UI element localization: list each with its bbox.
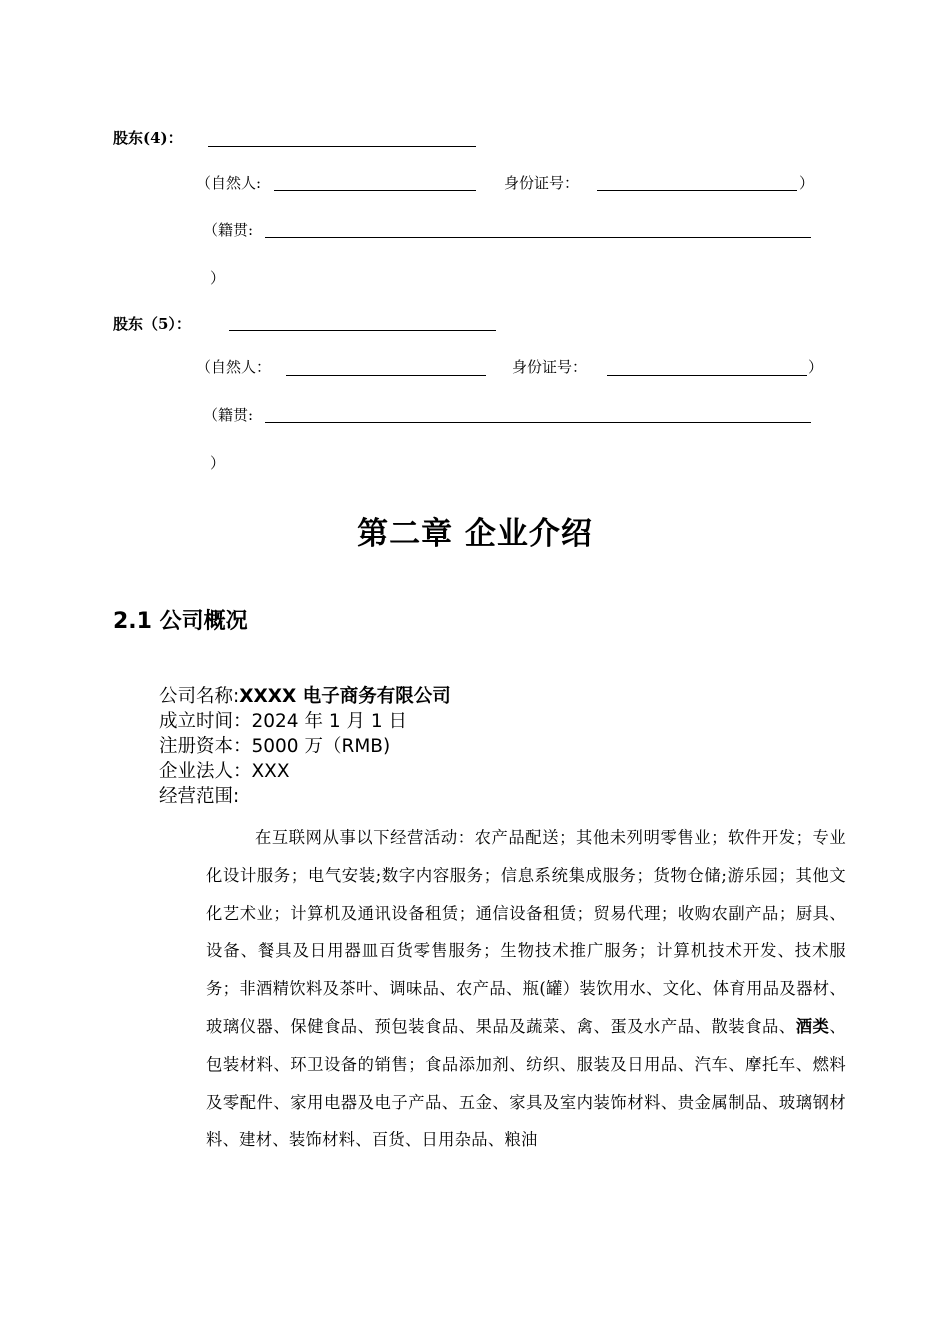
company-name-label: 公司名称: [159, 686, 240, 707]
shareholder4-natural-person-blank[interactable] [274, 190, 476, 191]
shareholder4-id-label: 身份证号： [504, 174, 580, 192]
shareholder5-native-place-label: （籍贯: [203, 406, 254, 424]
scope-text-after: 、包装材料、环卫设备的销售；食品添加剂、纺织、服装及日用品、汽车、摩托车、燃料及零配件、家用电器及电子产品、五金、家具及室内装饰材料、贵金属制品、玻璃钢材料、建材、装饰材料、百货、日用杂品、粮油 [206, 1016, 846, 1150]
business-scope-paragraph [206, 819, 846, 1159]
shareholder5-name-blank[interactable] [229, 330, 496, 331]
shareholder4-label: 股东(4)： [113, 129, 183, 147]
shareholder4-id-blank[interactable] [597, 190, 797, 191]
shareholder5-label: 股东（5）： [113, 315, 191, 333]
company-name-line [159, 684, 451, 709]
shareholder5-close-paren: ） [808, 358, 824, 376]
shareholder4-native-place-blank[interactable] [265, 237, 811, 238]
chapter-title: 第二章 企业介绍 [357, 516, 593, 552]
shareholder5-natural-person-blank[interactable] [286, 375, 486, 376]
shareholder5-close-paren-2: ） [210, 454, 226, 472]
shareholder5-natural-person-label: （自然人： [196, 358, 272, 376]
scope-text-bold: 酒类 [795, 1016, 830, 1036]
shareholder4-name-blank[interactable] [208, 146, 476, 147]
shareholder5-id-blank[interactable] [607, 375, 807, 376]
shareholder4-natural-person-label: （自然人: [196, 174, 262, 192]
registered-capital: 注册资本：5000 万（RMB) [159, 736, 391, 757]
legal-person: 企业法人：XXX [159, 761, 290, 782]
section-title: 2.1 公司概况 [113, 609, 248, 634]
shareholder4-close-paren-2: ） [210, 269, 226, 287]
shareholder5-id-label: 身份证号： [512, 358, 588, 376]
company-name-value: XXXX 电子商务有限公司 [239, 686, 451, 707]
shareholder4-native-place-label: （籍贯: [203, 221, 254, 239]
shareholder4-close-paren: ） [799, 174, 815, 192]
scope-text-before: 在互联网从事以下经营活动：农产品配送；其他未列明零售业；软件开发；专业化设计服务；电气安装;数字内容服务；信息系统集成服务；货物仓储;游乐园；其他文化艺术业；计算机及通讯设备租赁；通信设备租赁；贸易代理；收购农副产品；厨具、设备、餐具及日用器皿百货零售服务；生物技术推广服务；计算机技术开发、技术服务；非酒精饮料及茶叶、调味品、农产品、瓶(罐）装饮用水、文化、体育用品及器材、玻璃仪器、保健食品、预包装食品、果品及蔬菜、禽、蛋及水产品、散装食品、 [206, 828, 846, 1036]
business-scope-label: 经营范围: [159, 786, 240, 807]
founded-date: 成立时间：2024 年 1 月 1 日 [159, 711, 408, 732]
shareholder5-native-place-blank[interactable] [265, 422, 811, 423]
